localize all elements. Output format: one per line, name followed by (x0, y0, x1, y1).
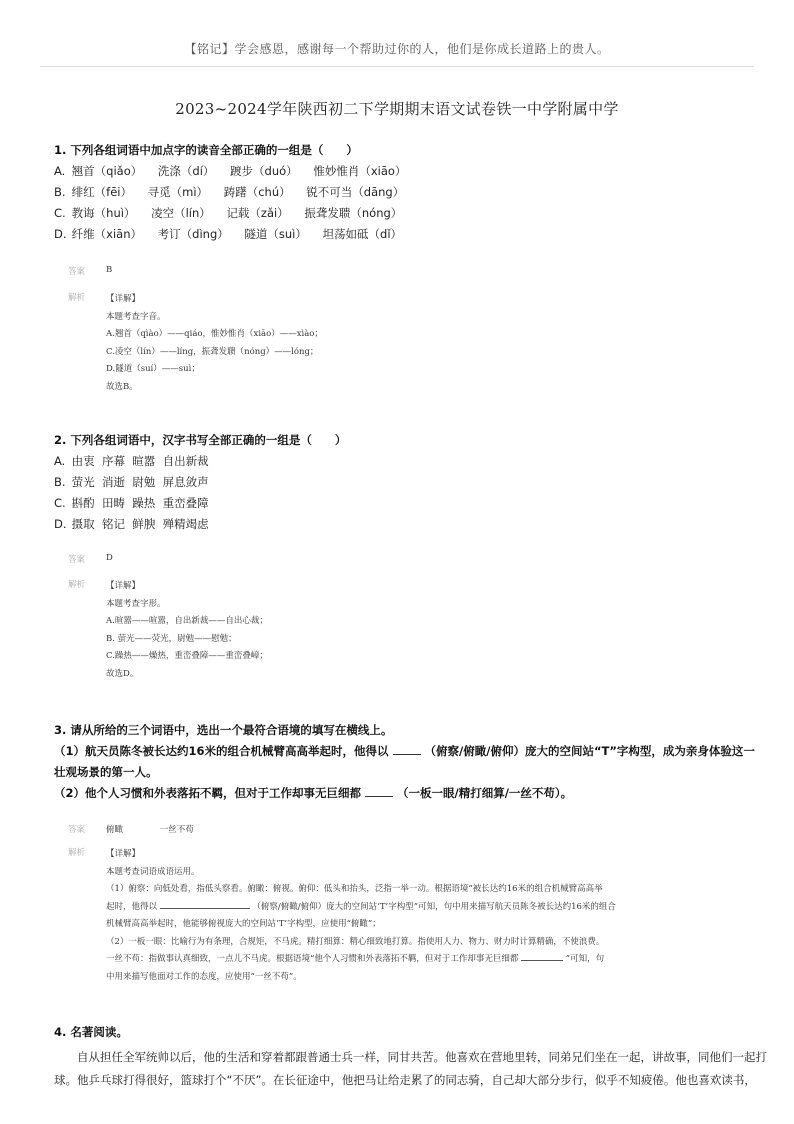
option-word: 振聋发聩（nóng） (304, 206, 403, 220)
option-label: C. (54, 206, 66, 220)
question-1-option-d (54, 224, 744, 245)
option-word: 翘首（qiǎo） (71, 164, 143, 178)
answer-key: 答案 (68, 825, 86, 835)
analysis-line: 机械臂高高举起时，他能够俯视庞大的空间站‘T’字构型，应使用“俯瞰”； (106, 919, 381, 929)
option-text: 斟酌 田畴 躁热 重峦叠障 (71, 496, 209, 510)
header-divider (40, 66, 754, 67)
answer-value: D (106, 553, 113, 563)
question-2-option-d (54, 514, 744, 535)
analysis-line: A.暄嚣——喧嚣，自出新裁——自出心裁； (106, 616, 268, 626)
question-1-option-b (54, 182, 744, 203)
question-3-sub-1-cont: 壮观场景的第一人。 (54, 765, 158, 779)
analysis-line: C.躁热——燥热，重峦叠障——重峦叠嶂； (106, 651, 268, 661)
question-2 (54, 430, 744, 535)
question-2-stem: 2. 下列各组词语中，汉字书写全部正确的一组是（ ） (54, 433, 347, 447)
fill-blank[interactable] (365, 786, 393, 797)
option-word: 踌躇（chú） (223, 185, 291, 199)
option-word: 寻觅（mì） (147, 185, 209, 199)
answer-key: 答案 (68, 267, 86, 277)
question-4-stem: 4. 名著阅读。 (54, 1025, 128, 1039)
analysis-line: 中用来描写他面对工作的态度，应使用“一丝不苟”。 (106, 971, 302, 982)
fill-blank (521, 951, 563, 961)
analysis-line: 【详解】 (106, 849, 141, 859)
fill-blank[interactable] (393, 744, 421, 755)
option-label: C. (54, 496, 66, 510)
option-word: 考订（dìng） (157, 227, 229, 241)
analysis-line: D.隧道（suí）——suì； (106, 364, 200, 374)
analysis-line: 故选D。 (106, 668, 139, 679)
option-word: 绯红（fēi） (71, 185, 132, 199)
question-2-option-b (54, 472, 744, 493)
answer-value: B (106, 265, 113, 275)
question-2-option-c (54, 493, 744, 514)
option-text: 由衷 序幕 暄嚣 自出新裁 (71, 454, 209, 468)
option-word: 凌空（lín） (151, 206, 211, 220)
analysis-line: B. 萤光——荧光，尉勉——慰勉； (106, 633, 237, 644)
sub-text: （俯察/俯瞰/俯仰）庞大的空间站“T”字构型，成为亲身体验这一 (424, 744, 755, 758)
page-title: 2023~2024学年陕西初二下学期期末语文试卷铁一中学附属中学 (175, 100, 619, 118)
analysis-line: 本题考查字音。 (106, 311, 166, 322)
analysis-line: 本题考查词语成语运用。 (106, 866, 200, 877)
option-word: 锐不可当（dāng） (306, 185, 405, 199)
motto-banner: 【铭记】学会感恩，感谢每一个帮助过你的人，他们是你成长道路上的贵人。 (184, 42, 610, 56)
question-2-option-a (54, 451, 744, 472)
sub-text: （2）他个人习惯和外表落拓不羁，但对于工作却事无巨细都 (54, 786, 361, 800)
analysis-line: 故选B。 (106, 381, 138, 392)
option-word: 纤维（xiān） (71, 227, 142, 241)
analysis-text: ”可知，句 (565, 954, 605, 964)
question-1-option-c (54, 203, 744, 224)
analysis-key: 解析 (68, 848, 86, 858)
option-label: D. (54, 227, 67, 241)
option-label: B. (54, 475, 66, 489)
analysis-line: 【详解】 (106, 294, 141, 304)
analysis-key: 解析 (68, 580, 86, 590)
analysis-line: C.凌空（lín）——líng，振聋发聩（nóng）——lóng； (106, 346, 319, 357)
option-label: B. (54, 185, 66, 199)
option-word: 踱步（duó） (230, 164, 298, 178)
analysis-line (106, 899, 726, 917)
question-3 (54, 720, 755, 804)
sub-text: （一板一眼/精打细算/一丝不苟）。 (397, 786, 573, 800)
option-word: 惟妙惟肖（xiāo） (313, 164, 407, 178)
question-1 (54, 140, 744, 245)
option-text: 摄取 铭记 鲜腴 殚精竭虑 (71, 517, 209, 531)
option-word: 教诲（huì） (71, 206, 136, 220)
option-word: 隧道（suì） (244, 227, 307, 241)
question-3-sub-2 (54, 783, 744, 804)
question-1-stem: 1. 下列各组词语中加点字的读音全部正确的一组是（ ） (54, 143, 358, 157)
analysis-line: 本题考查字形。 (106, 598, 166, 609)
sub-text: （1）航天员陈冬被长达约16米的组合机械臂高高举起时，他得以 (54, 744, 389, 758)
analysis-key: 解析 (68, 293, 86, 303)
option-word: 洗涤（dí） (157, 164, 215, 178)
analysis-text: （俯察/俯瞰/俯仰）庞大的空间站‘T’字构型”可知，句中用来描写航天员陈冬被长达约16米的组合 (252, 901, 616, 912)
fill-blank (160, 899, 250, 909)
question-3-sub-1 (54, 741, 755, 762)
answer-value: 一丝不苟 (159, 825, 194, 835)
analysis-line: （1）俯察：向低处看，指低头察看。俯瞰：俯视。俯仰：低头和抬头，泛指一举一动。根据语境“被长达约16米的组合机械臂高高举 (106, 884, 603, 894)
option-word: 记载（zǎi） (226, 206, 289, 220)
passage-line: 自从担任全军统帅以后，他的生活和穿着都跟普通士兵一样，同甘共苦。他喜欢在营地里转，同弟兄们坐在一起，讲故事，同他们一起打 (77, 1050, 767, 1064)
analysis-text: 一丝不苟：指做事认真细致，一点儿不马虎。根据语境“他个人习惯和外表落拓不羁，但对于工作却事无巨细都 (106, 954, 519, 964)
analysis-line (106, 951, 726, 969)
question-1-option-a (54, 161, 744, 182)
question-4 (54, 1022, 744, 1043)
option-word: 坦荡如砥（dǐ） (322, 227, 403, 241)
option-label: A. (54, 454, 66, 468)
answer-key: 答案 (68, 555, 86, 565)
analysis-line: （2）一板一眼：比喻行为有条理，合规矩，不马虎。精打细算：精心细致地打算。指使用人力、物力、财力时计算精确，不使浪费。 (106, 936, 605, 947)
analysis-line: A.翘首（qìào）——qiáo，惟妙惟肖（xiāo）——xìào； (106, 329, 323, 339)
reading-passage (54, 1046, 767, 1092)
analysis-line: 【详解】 (106, 581, 141, 591)
option-label: D. (54, 517, 67, 531)
option-text: 萤光 消逝 尉勉 屏息敛声 (71, 475, 209, 489)
question-3-stem: 3. 请从所给的三个词语中，选出一个最符合语境的填写在横线上。 (54, 723, 393, 737)
option-label: A. (54, 164, 66, 178)
passage-line: 球。他乒乓球打得很好，篮球打个“不厌”。在长征途中，他把马让给走累了的同志骑，自己却大部分步行，似乎不知疲倦。他也喜欢读书， (54, 1073, 756, 1087)
analysis-text: 起时，他得以 (106, 901, 158, 912)
answer-value: 俯瞰 (106, 825, 124, 835)
